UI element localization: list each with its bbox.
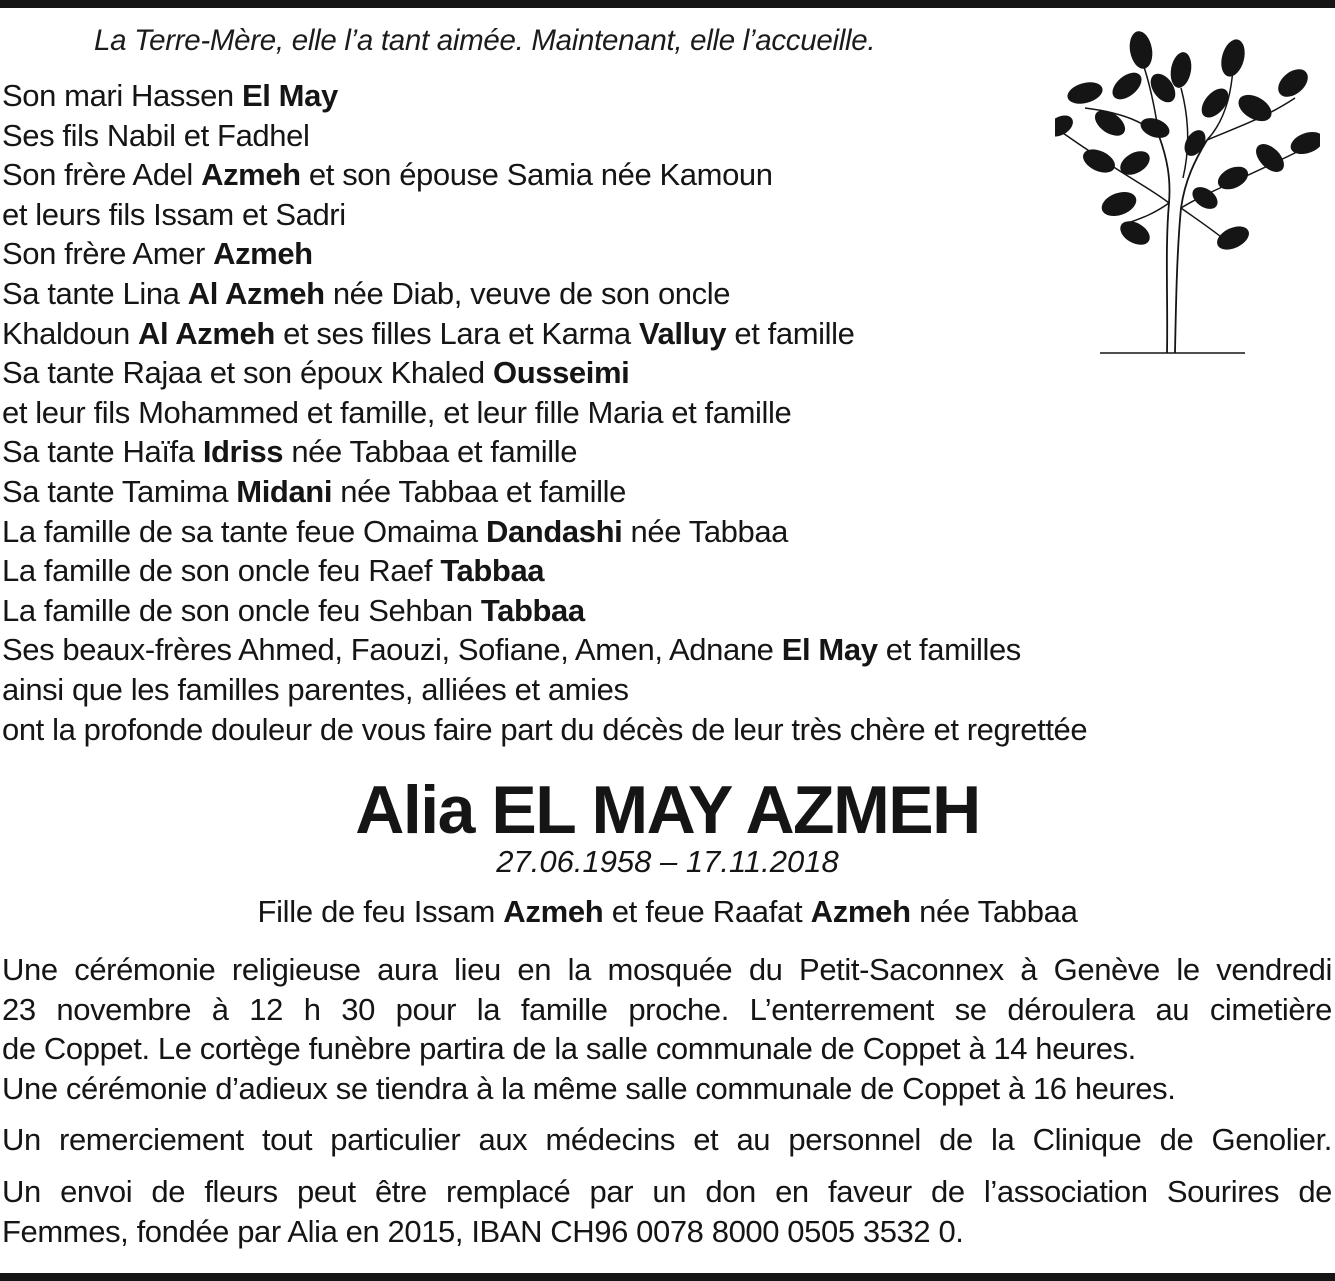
mourner-line: et leur fils Mohammed et famille, et leur fille Maria et famille — [2, 394, 792, 430]
mourner-line: Ses beaux-frères Ahmed, Faouzi, Sofiane, Amen, Adnane El May et familles — [2, 632, 1021, 668]
mourner-line: Khaldoun Al Azmeh et ses filles Lara et Karma Valluy et famille — [2, 315, 855, 351]
mourner-line: La famille de sa tante feue Omaima Dandashi née Tabbaa — [2, 513, 789, 549]
mourner-line: ont la profonde douleur de vous faire part du décès de leur très chère et regrettée — [2, 711, 1088, 747]
ceremony-line: de Coppet. Le cortège funèbre partira de la salle communale de Coppet à 14 heures. — [2, 1031, 1136, 1066]
mourner-line: Sa tante Lina Al Azmeh née Diab, veuve de son oncle — [2, 275, 731, 311]
mourner-line: et leurs fils Issam et Sadri — [2, 196, 346, 232]
epigraph: La Terre-Mère, elle l’a tant aimée. Maintenant, elle l’accueille. — [94, 24, 876, 57]
flowers-line: Femmes, fondée par Alia en 2015, IBAN CH96 0078 8000 0505 3532 0. — [2, 1213, 964, 1249]
mourner-line: La famille de son oncle feu Raef Tabbaa — [2, 553, 545, 589]
mourner-line: ainsi que les familles parentes, alliées et amies — [2, 671, 629, 707]
ceremony-line: Une cérémonie religieuse aura lieu en la mosquée du Petit-Saconnex à Genève le vendredi — [2, 952, 1332, 987]
tree-icon — [1055, 28, 1320, 358]
mourner-line: Ses fils Nabil et Fadhel — [2, 117, 310, 153]
mourner-line: Son frère Adel Azmeh et son épouse Samia née Kamoun — [2, 157, 773, 193]
flowers-paragraph — [2, 1172, 1332, 1251]
thanks-line: Un remerciement tout particulier aux médecins et au personnel de la Clinique de Genolier. — [2, 1122, 1332, 1157]
ceremony-line: Une cérémonie d’adieux se tiendra à la même salle communale de Coppet à 16 heures. — [2, 1070, 1176, 1106]
mourner-line: Son mari Hassen El May — [2, 78, 338, 113]
deceased-dates: 27.06.1958 – 17.11.2018 — [496, 844, 839, 879]
deceased-name: Alia EL MAY AZMEH — [355, 772, 980, 848]
mourner-line: Sa tante Haïfa Idriss née Tabbaa et famille — [2, 434, 578, 470]
mourner-line: Son frère Amer Azmeh — [2, 236, 313, 272]
top-border — [0, 0, 1335, 8]
ceremony-paragraph — [2, 950, 1332, 1108]
thanks-paragraph — [2, 1120, 1332, 1160]
mourner-line: La famille de son oncle feu Sehban Tabbaa — [2, 592, 585, 628]
bottom-border — [0, 1273, 1335, 1281]
mourner-line: Sa tante Tamima Midani née Tabbaa et famille — [2, 473, 626, 509]
mourners-list — [2, 76, 1087, 749]
deceased-parents: Fille de feu Issam Azmeh et feue Raafat Azmeh née Tabbaa — [257, 894, 1078, 929]
flowers-line: Un envoi de fleurs peut être remplacé par un don en faveur de l’association Sourires de — [2, 1174, 1332, 1209]
ceremony-line: 23 novembre à 12 h 30 pour la famille proche. L’enterrement se déroulera au cimetière — [2, 991, 1332, 1027]
mourner-line: Sa tante Rajaa et son époux Khaled Ousseimi — [2, 355, 630, 391]
